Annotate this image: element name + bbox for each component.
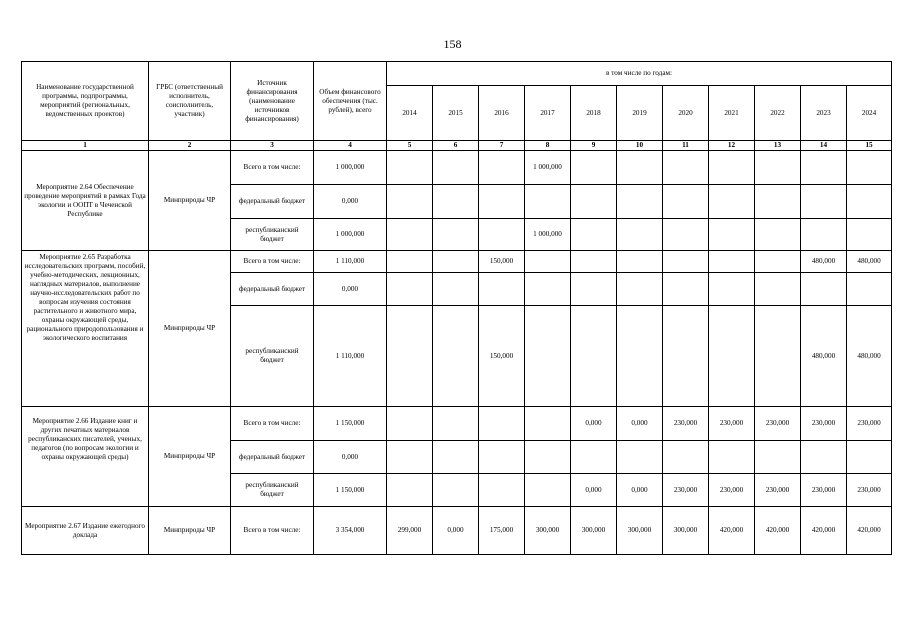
year-amount: 150,000 [479,251,525,273]
column-number: 2 [149,141,231,151]
header-years-group: в том числе по годам: [387,62,892,86]
year-amount: 299,000 [387,507,433,555]
header-year: 2014 [387,86,433,141]
measure-grbs: Минприроды ЧР [149,507,231,555]
year-amount: 0,000 [617,474,663,507]
column-number: 14 [801,141,847,151]
header-year: 2018 [571,86,617,141]
year-amount: 150,000 [479,306,525,407]
measure-name: Мероприятие 2.65 Разработка исследовательских программ, пособий, учебно-методических, лекционных, наглядных материалов, выполнение научно-исследовательских работ по вопросам изучения состояния растительного и животного мира, охраны окружающей среды, рационального природопользования и экологического воспитания [22,251,149,407]
year-amount: 1 000,000 [525,151,571,185]
total-amount: 1 000,000 [314,151,387,185]
table-row [22,407,892,441]
year-amount: 1 000,000 [525,219,571,251]
funding-source: федеральный бюджет [231,441,314,474]
column-number: 7 [479,141,525,151]
funding-source: федеральный бюджет [231,185,314,219]
budget-table [21,61,892,555]
measure-name: Мероприятие 2.66 Издание книг и других печатных материалов республиканских писателей, ученых, педагогов (по вопросам экологии и охраны окружающей среды) [22,407,149,507]
measure-grbs: Минприроды ЧР [149,151,231,251]
header-year: 2021 [709,86,755,141]
measure-name: Мероприятие 2.64 Обеспечение проведение мероприятий в рамках Года экологии и ООПТ в Чеченской Республике [22,151,149,251]
header-year: 2019 [617,86,663,141]
funding-source: федеральный бюджет [231,273,314,306]
total-amount: 0,000 [314,273,387,306]
column-number: 4 [314,141,387,151]
column-number: 11 [663,141,709,151]
column-number: 10 [617,141,663,151]
column-number: 3 [231,141,314,151]
year-amount: 420,000 [847,507,892,555]
year-amount: 230,000 [847,474,892,507]
funding-source: Всего в том числе: [231,151,314,185]
funding-source: республиканский бюджет [231,219,314,251]
column-number: 13 [755,141,801,151]
header-total: Объем финансового обеспечения (тыс. рублей), всего [314,62,387,141]
column-number: 6 [433,141,479,151]
header-year: 2023 [801,86,847,141]
year-amount: 420,000 [709,507,755,555]
year-amount: 230,000 [663,474,709,507]
header-year: 2016 [479,86,525,141]
year-amount: 300,000 [571,507,617,555]
year-amount: 230,000 [847,407,892,441]
funding-source: республиканский бюджет [231,474,314,507]
total-amount: 1 110,000 [314,251,387,273]
year-amount: 0,000 [571,474,617,507]
total-amount: 0,000 [314,185,387,219]
year-amount: 230,000 [801,407,847,441]
year-amount: 300,000 [663,507,709,555]
year-amount: 230,000 [709,474,755,507]
column-number: 8 [525,141,571,151]
measure-grbs: Минприроды ЧР [149,251,231,407]
year-amount: 480,000 [801,251,847,273]
header-name: Наименование государственной программы, подпрограммы, мероприятий (региональных, ведомственных проектов) [22,62,149,141]
year-amount: 230,000 [663,407,709,441]
total-amount: 1 110,000 [314,306,387,407]
funding-source: республиканский бюджет [231,306,314,407]
year-amount: 480,000 [847,251,892,273]
column-number: 9 [571,141,617,151]
header-year: 2022 [755,86,801,141]
column-number: 5 [387,141,433,151]
funding-source: Всего в том числе: [231,407,314,441]
column-number: 12 [709,141,755,151]
total-amount: 1 150,000 [314,474,387,507]
header-year: 2020 [663,86,709,141]
year-amount: 0,000 [433,507,479,555]
table-row [22,151,892,185]
total-amount: 3 354,000 [314,507,387,555]
year-amount: 230,000 [709,407,755,441]
total-amount: 1 000,000 [314,219,387,251]
header-year: 2015 [433,86,479,141]
year-amount: 175,000 [479,507,525,555]
column-number: 1 [22,141,149,151]
total-amount: 0,000 [314,441,387,474]
table-row [22,251,892,273]
year-amount: 420,000 [801,507,847,555]
year-amount: 300,000 [525,507,571,555]
year-amount: 300,000 [617,507,663,555]
page-number: 158 [443,37,462,51]
funding-source: Всего в том числе: [231,507,314,555]
year-amount: 480,000 [801,306,847,407]
header-grbs: ГРБС (ответственный исполнитель, соисполнитель, участник) [149,62,231,141]
year-amount: 230,000 [755,407,801,441]
header-year: 2024 [847,86,892,141]
funding-source: Всего в том числе: [231,251,314,273]
year-amount: 0,000 [617,407,663,441]
year-amount: 230,000 [801,474,847,507]
header-source: Источник финансирования (наименование источников финансирования) [231,62,314,141]
measure-grbs: Минприроды ЧР [149,407,231,507]
table-row [22,507,892,555]
column-number: 15 [847,141,892,151]
year-amount: 420,000 [755,507,801,555]
measure-name: Мероприятие 2.67 Издание ежегодного доклада [22,507,149,555]
header-year: 2017 [525,86,571,141]
year-amount: 480,000 [847,306,892,407]
year-amount: 230,000 [755,474,801,507]
year-amount: 0,000 [571,407,617,441]
column-number-row [22,141,892,151]
total-amount: 1 150,000 [314,407,387,441]
